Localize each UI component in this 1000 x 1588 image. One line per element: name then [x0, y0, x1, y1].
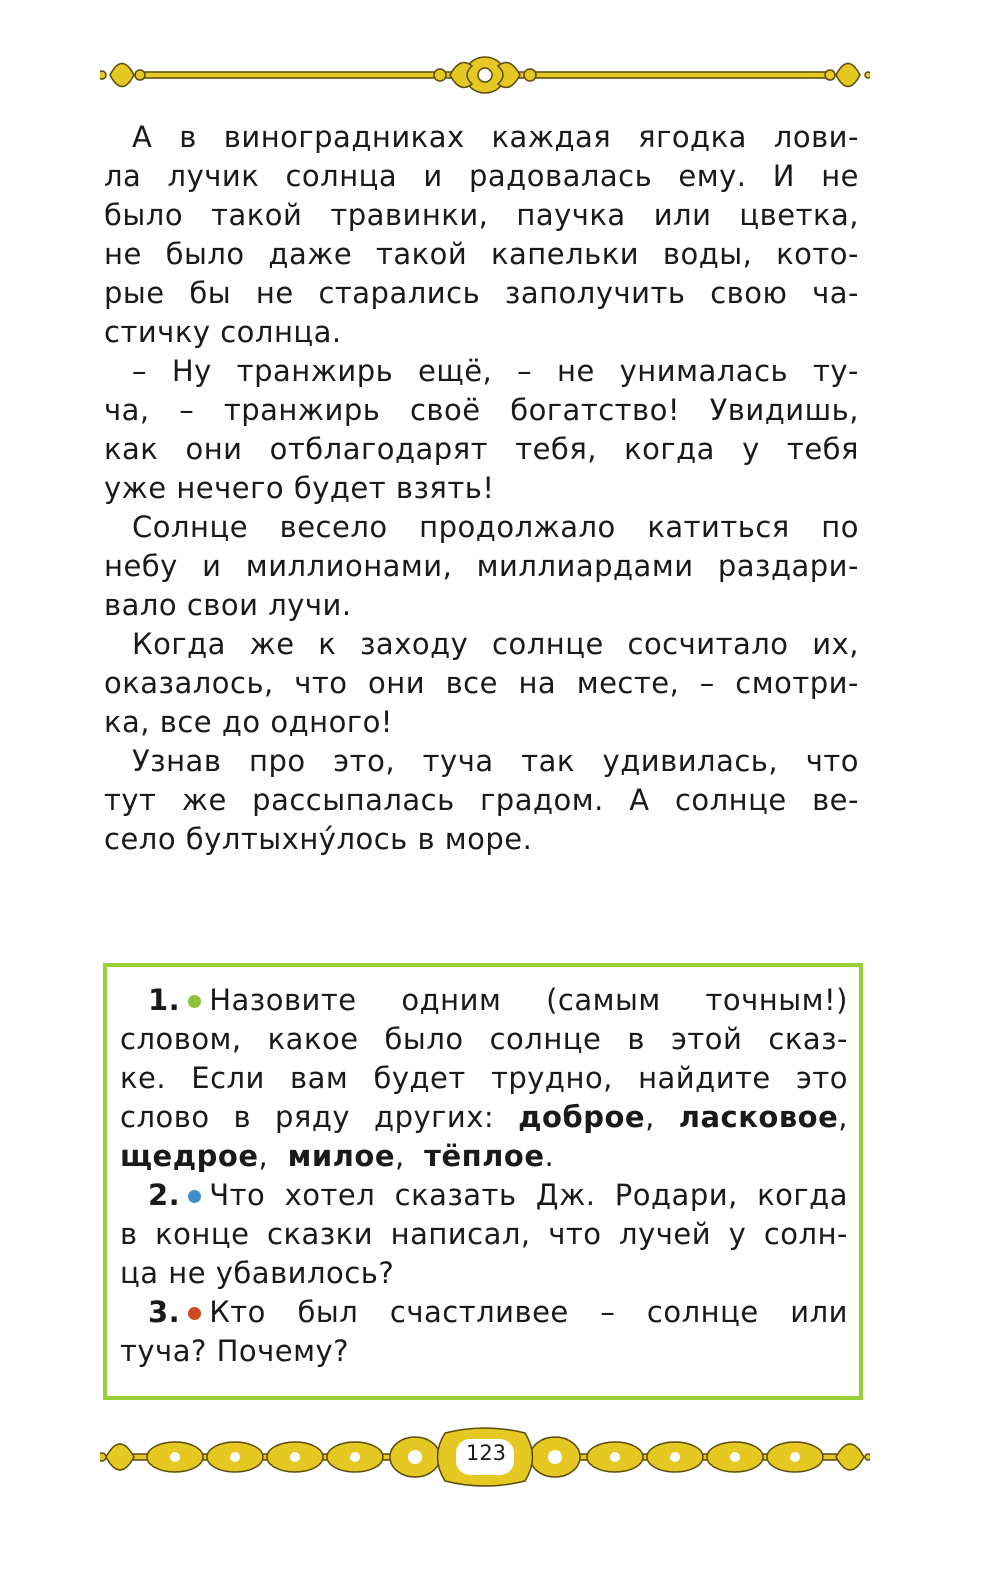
text-line [120, 1176, 848, 1215]
red-dot-icon [188, 1307, 201, 1320]
text-line [120, 981, 848, 1020]
question-text: Что хотел сказать Дж. Родари, когда [209, 1178, 848, 1212]
question-3 [120, 1293, 848, 1371]
text-line: стичку солнца. [104, 315, 342, 349]
answer-word: доброе [518, 1100, 646, 1134]
text-line: ла лучик солнца и радовалась ему. И не [104, 159, 859, 193]
question-text: Назовите одним (самым точным!) [209, 983, 848, 1017]
text-line: Узнав про это, туча так удивилась, что [132, 744, 859, 778]
text-line: А в виноградниках каждая ягодка лови- [132, 120, 859, 154]
story-paragraph [104, 625, 859, 742]
question-number: 3. [148, 1295, 181, 1329]
text-line: ча, – транжирь своё богатство! Увидишь, [104, 393, 859, 427]
text-line: не было даже такой капельки воды, кото- [104, 237, 859, 271]
text-line: оказалось, что они все на месте, – смотри- [104, 666, 859, 700]
story-paragraph [104, 508, 859, 625]
answer-word: ласковое [678, 1100, 839, 1134]
story-text [104, 118, 859, 859]
text-line: как они отблагодарят тебя, когда у тебя [104, 432, 859, 466]
question-text: слово в ряду других: [120, 1100, 495, 1134]
question-2 [120, 1176, 848, 1293]
question-number: 2. [148, 1178, 181, 1212]
text-line: было такой травинки, паучка или цветка, [104, 198, 859, 232]
text-line: небу и миллионами, миллиардами раздари- [104, 549, 859, 583]
text-line: уже нечего будет взять! [104, 471, 495, 505]
text-line: ке. Если вам будет трудно, найдите это [120, 1061, 848, 1095]
top-ornament [100, 52, 870, 98]
story-paragraph [104, 118, 859, 352]
answer-word: тёплое [424, 1139, 545, 1173]
text-line: рые бы не старались заполучить свою ча- [104, 276, 859, 310]
text-line: туча? Почему? [120, 1334, 350, 1368]
story-paragraph [104, 742, 859, 859]
text-line: в конце сказки написал, что лучей у солн- [120, 1217, 848, 1251]
green-dot-icon [188, 995, 201, 1008]
text-line: тут же рассыпалась градом. А солнце ве- [104, 783, 859, 817]
question-text: Кто был счастливее – солнце или [209, 1295, 848, 1329]
questions-box [103, 963, 863, 1400]
text-line: слово в ряду других: доброе, ласковое, [120, 1100, 848, 1134]
page-number: 123 [465, 1441, 507, 1465]
blue-dot-icon [188, 1190, 201, 1203]
text-line: село бултыхну́лось в море. [104, 822, 533, 856]
text-line: ца не убавилось? [120, 1256, 395, 1290]
answer-word: милое [287, 1139, 396, 1173]
text-line: – Ну транжирь ещё, – не унималась ту- [132, 354, 859, 388]
text-line: словом, какое было солнце в этой сказ- [120, 1022, 848, 1056]
text-line: Когда же к заходу солнце сосчитало их, [132, 627, 859, 661]
text-line: щедрое, милое, тёплое. [120, 1139, 555, 1173]
text-line [120, 1293, 848, 1332]
text-line: Солнце весело продолжало катиться по [132, 510, 859, 544]
text-line: ка, все до одного! [104, 705, 393, 739]
question-1 [120, 981, 848, 1176]
story-paragraph [104, 352, 859, 508]
questions-list [120, 981, 848, 1371]
answer-word: щедрое [120, 1139, 259, 1173]
text-line: вало свои лучи. [104, 588, 352, 622]
question-number: 1. [148, 983, 181, 1017]
